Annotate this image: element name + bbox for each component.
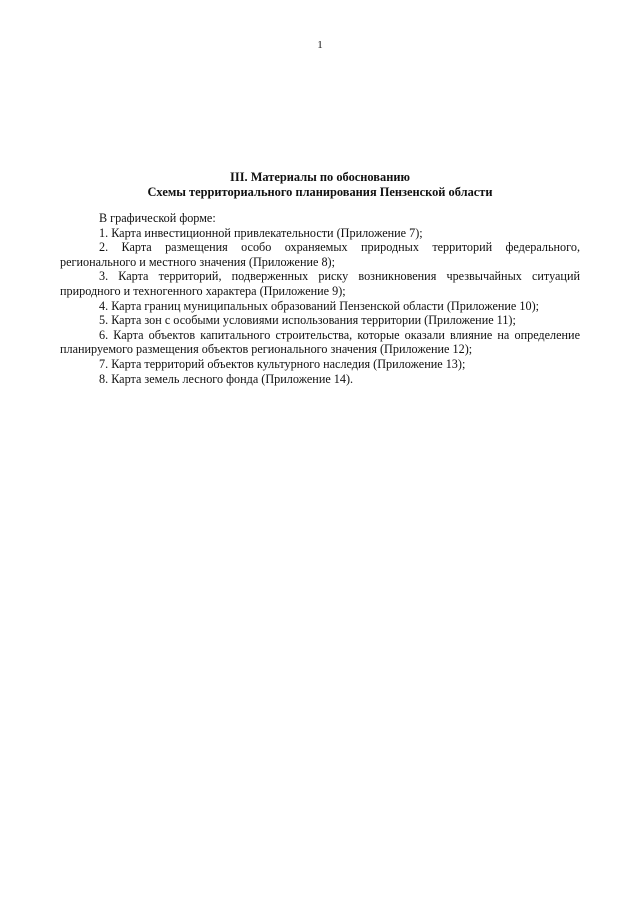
list-item: 5. Карта зон с особыми условиями использования территории (Приложение 11); [99,313,516,328]
list-item: 8. Карта земель лесного фонда (Приложение 14). [99,371,354,386]
page-number: 1 [317,39,323,51]
list-item: 1. Карта инвестиционной привлекательности (Приложение 7); [99,225,423,240]
heading-line-2: Схемы территориального планирования Пензенской области [147,185,493,199]
list-item: 4. Карта границ муниципальных образований Пензенской области (Приложение 10); [99,298,540,313]
list-item: 2. Карта размещения особо охраняемых природных территорий федерального, регионального и местного значения (Приложение 8); [60,240,580,269]
list-item: 3. Карта территорий, подверженных риску возникновения чрезвычайных ситуаций природного и техногенного характера (Приложение 9); [60,269,580,298]
heading-line-1: III. Материалы по обоснованию [230,170,410,184]
section-heading [60,170,580,200]
list-item: 6. Карта объектов капитального строительства, которые оказали влияние на определение планируемого размещения объектов регионального значения (Приложение 12); [60,327,580,357]
list-item: 7. Карта территорий объектов культурного наследия (Приложение 13); [99,356,466,371]
materials-list [60,211,580,386]
intro-paragraph: В графической форме: [99,211,216,225]
